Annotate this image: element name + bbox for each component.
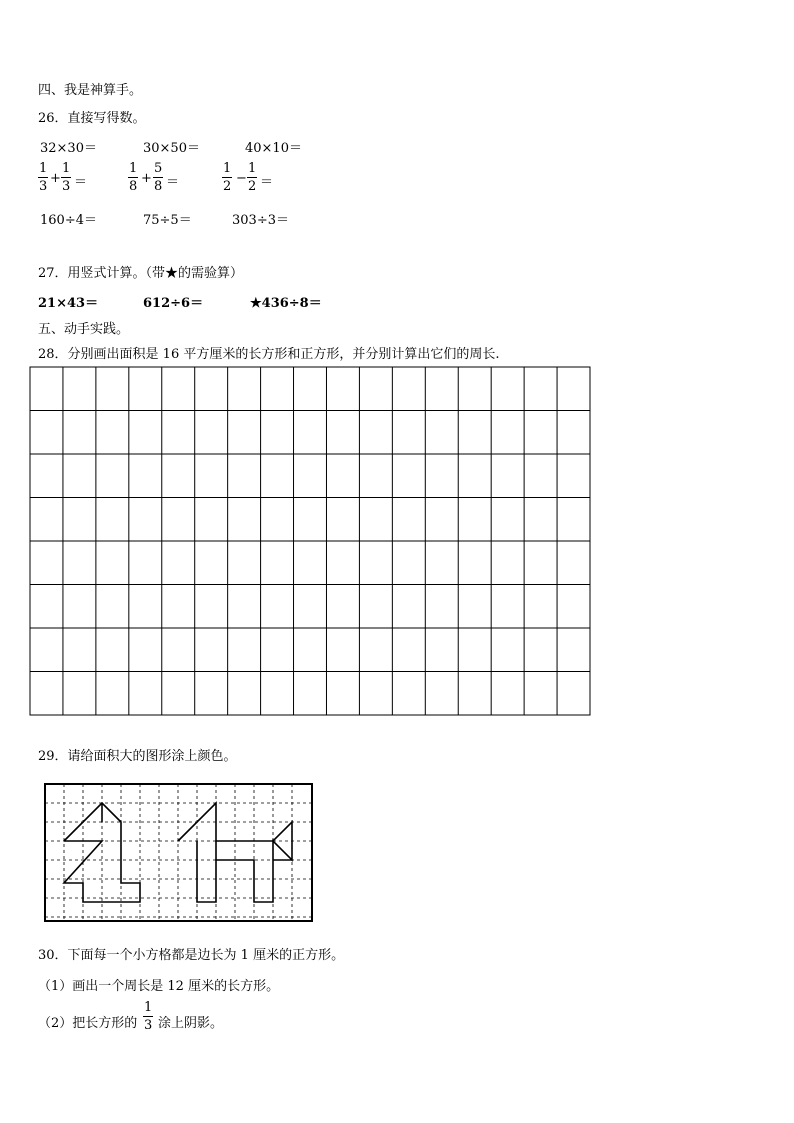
q26-item-1: 32×30＝ [40,141,97,156]
q30-part2-suffix: 涂上阴影。 [158,1016,224,1031]
q29-dashed-grid [45,784,312,921]
equals: ＝ [260,175,274,190]
q30-part1: （1）画出一个周长是 12 厘米的长方形。 [38,979,280,994]
section4-heading: 四、我是神算手。 [38,83,143,98]
q26-title: 26．直接写得数。 [38,111,146,126]
fraction: 1 8 [129,161,138,194]
equals: ＝ [74,175,88,190]
q27-item-3: ★436÷8＝ [250,296,322,311]
operator: + [50,171,61,186]
fraction: 1 2 [248,161,257,194]
q29-title: 29．请给面积大的图形涂上颜色。 [38,749,237,764]
q26-item-6: 303÷3＝ [232,213,289,228]
fraction: 1 2 [223,161,232,194]
q26-item-5: 75÷5＝ [143,213,192,228]
q30-part2-prefix: （2）把长方形的 [38,1016,138,1031]
section5-heading: 五、动手实践。 [38,322,130,337]
q27-item-2: 612÷6＝ [143,296,204,311]
q30-fraction: 1 3 [144,1000,153,1033]
q26-item-2: 30×50＝ [143,141,200,156]
q29-frame [45,784,312,921]
equals: ＝ [166,175,180,190]
fraction: 5 8 [154,161,163,194]
q27-title: 27．用竖式计算。（带★的需验算） [38,266,244,281]
fraction: 1 3 [62,161,71,194]
q26-item-3: 40×10＝ [245,141,302,156]
q30-title: 30．下面每一个小方格都是边长为 1 厘米的正方形。 [38,948,345,963]
q26-item-4: 160÷4＝ [40,213,97,228]
fraction: 1 3 [39,161,48,194]
operator: + [141,171,152,186]
q28-title: 28．分别画出面积是 16 平方厘米的长方形和正方形，并分别计算出它们的周长. [38,347,500,362]
operator: − [236,171,247,186]
q27-item-1: 21×43＝ [38,296,99,311]
